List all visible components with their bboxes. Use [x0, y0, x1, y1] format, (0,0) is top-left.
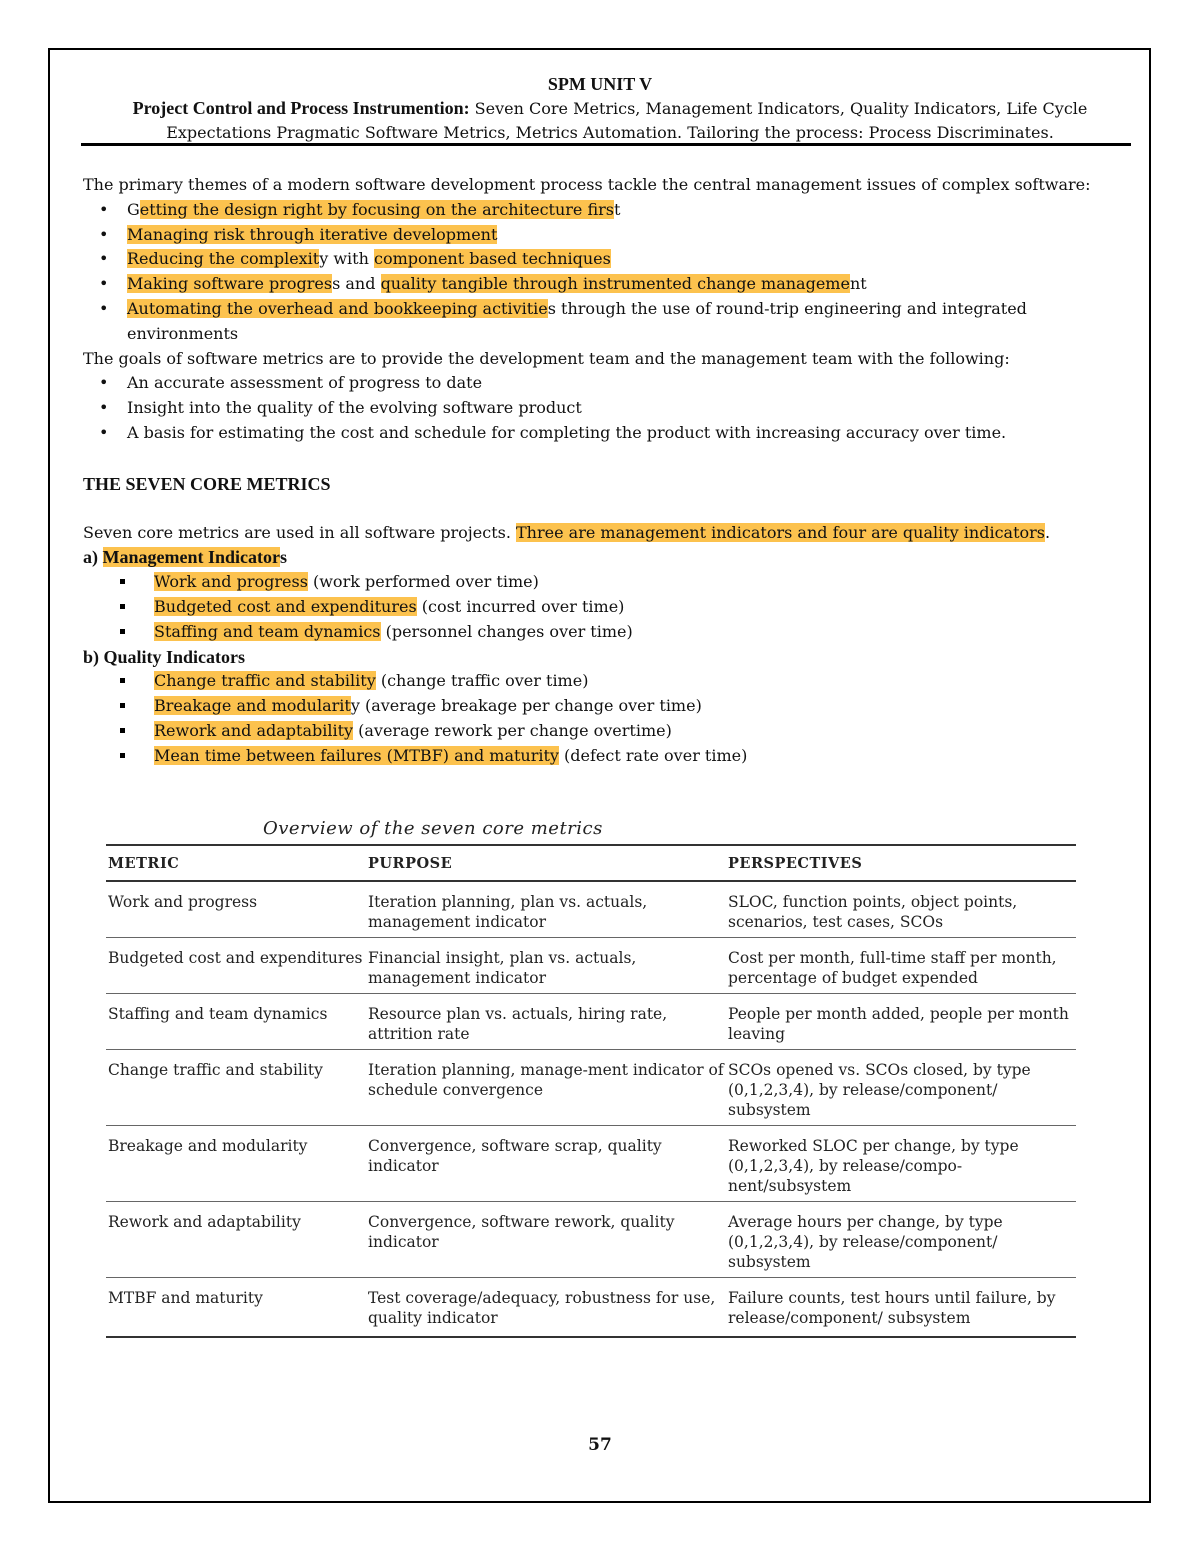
list-item: Mean time between failures (MTBF) and maturity (defect rate over time)	[83, 744, 1133, 769]
perspectives-cell: Reworked SLOC per change, by type (0,1,2,3,4), by release/compo-nent/subsystem	[726, 1126, 1076, 1202]
management-indicators-label: a) Management Indicators	[83, 547, 287, 568]
subtitle-bold: Project Control and Process Instrumention:	[132, 98, 470, 118]
metric-cell: Change traffic and stability	[106, 1050, 366, 1126]
table-caption: Overview of the seven core metrics	[263, 818, 603, 839]
list-item: • Automating the overhead and bookkeeping activities through the use of round-trip engineering and integrated environments	[83, 297, 1133, 347]
column-header-perspectives: PERSPECTIVES	[726, 845, 1076, 881]
perspectives-cell: Cost per month, full-time staff per month, percentage of budget expended	[726, 938, 1076, 994]
list-item: Work and progress (work performed over time)	[83, 570, 1133, 595]
perspectives-cell: Failure counts, test hours until failure, by release/component/ subsystem	[726, 1278, 1076, 1338]
subtitle-text: Seven Core Metrics, Management Indicators, Quality Indicators, Life Cycle Expectations Pragmatic Software Metrics, Metrics Automation. Tailoring the process: Process Discriminates.	[166, 99, 1088, 142]
metric-cell: Work and progress	[106, 881, 366, 938]
purpose-cell: Convergence, software rework, quality indicator	[366, 1202, 726, 1278]
metric-cell: Staffing and team dynamics	[106, 994, 366, 1050]
purpose-cell: Test coverage/adequacy, robustness for use, quality indicator	[366, 1278, 726, 1338]
purpose-cell: Iteration planning, plan vs. actuals, management indicator	[366, 881, 726, 938]
perspectives-cell: Average hours per change, by type (0,1,2,3,4), by release/component/ subsystem	[726, 1202, 1076, 1278]
section-intro: Seven core metrics are used in all software projects. Three are management indicators and four are quality indicators.	[83, 522, 1051, 542]
table-header-row	[106, 845, 1076, 881]
list-item: Budgeted cost and expenditures (cost incurred over time)	[83, 595, 1133, 620]
purpose-cell: Resource plan vs. actuals, hiring rate, attrition rate	[366, 994, 726, 1050]
list-item: • Reducing the complexity with component based techniques	[83, 247, 1133, 272]
metric-cell: Budgeted cost and expenditures	[106, 938, 366, 994]
table-row	[106, 994, 1076, 1050]
management-list	[83, 570, 1133, 644]
page-title: SPM UNIT V	[547, 74, 653, 94]
perspectives-cell: SLOC, function points, object points, scenarios, test cases, SCOs	[726, 881, 1076, 938]
column-header-purpose: PURPOSE	[366, 845, 726, 881]
list-item: • Managing risk through iterative development	[83, 223, 1133, 248]
quality-indicators-label: b) Quality Indicators	[83, 646, 246, 667]
perspectives-cell: SCOs opened vs. SCOs closed, by type (0,1,2,3,4), by release/component/ subsystem	[726, 1050, 1076, 1126]
table-row	[106, 1202, 1076, 1278]
table-row	[106, 938, 1076, 994]
list-item: • Making software progress and quality tangible through instrumented change management	[83, 272, 1133, 297]
list-item: • An accurate assessment of progress to date	[83, 371, 1133, 396]
metric-cell: Rework and adaptability	[106, 1202, 366, 1278]
table-row	[106, 1278, 1076, 1338]
page-number: 57	[588, 1435, 612, 1455]
goals-list	[83, 371, 1133, 445]
goals-paragraph: The goals of software metrics are to provide the development team and the management team with the following:	[83, 348, 1010, 368]
header-rule	[81, 143, 1131, 146]
list-item: Rework and adaptability (average rework per change overtime)	[83, 719, 1133, 744]
purpose-cell: Convergence, software scrap, quality indicator	[366, 1126, 726, 1202]
table-row	[106, 1050, 1076, 1126]
table-row	[106, 1126, 1076, 1202]
purpose-cell: Financial insight, plan vs. actuals, management indicator	[366, 938, 726, 994]
list-item: • Getting the design right by focusing on the architecture first	[83, 198, 1133, 223]
section-heading: THE SEVEN CORE METRICS	[83, 473, 331, 494]
list-item: • Insight into the quality of the evolving software product	[83, 396, 1133, 421]
column-header-metric: METRIC	[106, 845, 366, 881]
list-item: Change traffic and stability (change traffic over time)	[83, 669, 1133, 694]
list-item: Staffing and team dynamics (personnel changes over time)	[83, 620, 1133, 645]
table-row	[106, 881, 1076, 938]
metric-cell: MTBF and maturity	[106, 1278, 366, 1338]
list-item: Breakage and modularity (average breakage per change over time)	[83, 694, 1133, 719]
body-content	[83, 173, 1133, 769]
metrics-table	[106, 844, 1076, 1338]
themes-list	[83, 198, 1133, 347]
purpose-cell: Iteration planning, manage-ment indicator of schedule convergence	[366, 1050, 726, 1126]
metric-cell: Breakage and modularity	[106, 1126, 366, 1202]
unit-subtitle	[90, 96, 1130, 145]
perspectives-cell: People per month added, people per month leaving	[726, 994, 1076, 1050]
intro-paragraph: The primary themes of a modern software development process tackle the central management issues of complex software:	[83, 175, 1091, 194]
list-item: • A basis for estimating the cost and schedule for completing the product with increasing accuracy over time.	[83, 421, 1133, 446]
quality-list	[83, 669, 1133, 768]
